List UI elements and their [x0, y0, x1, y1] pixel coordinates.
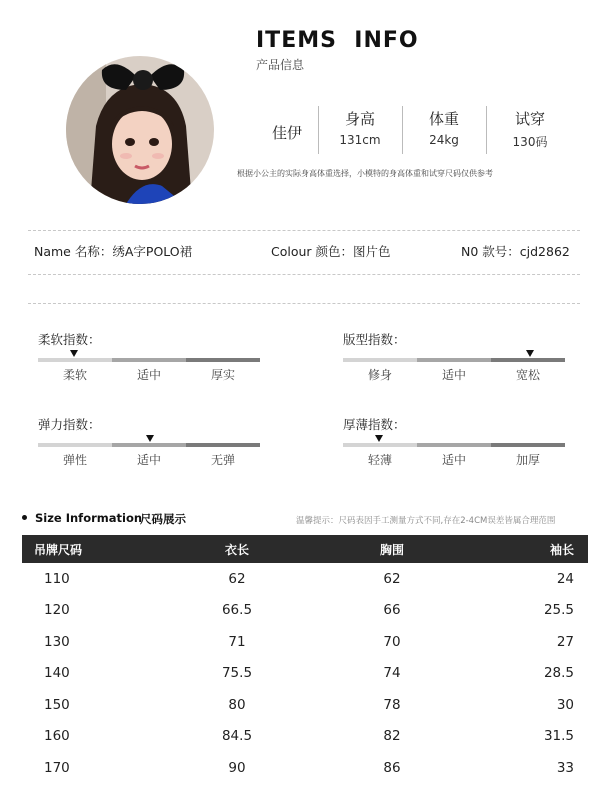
scale-segment [343, 443, 417, 447]
column-header: 袖长 [472, 535, 588, 563]
table-cell: 160 [44, 728, 70, 745]
table-cell: 78 [383, 696, 401, 713]
thickness-marker [375, 435, 383, 442]
scale-segment [38, 443, 112, 447]
table-cell: 80 [228, 696, 246, 713]
table-row [22, 595, 588, 627]
table-row [22, 658, 588, 690]
index-fit [343, 330, 540, 382]
table-cell: 25.5 [543, 602, 574, 619]
softness-label: 柔软指数： [38, 332, 101, 347]
product-number: N0 款号：cjd2862 [461, 244, 570, 259]
bullet-icon [22, 515, 27, 520]
table-cell: 90 [228, 759, 246, 776]
table-cell: 62 [383, 570, 401, 587]
scale-segment [186, 358, 260, 362]
table-cell: 62 [228, 570, 246, 587]
model-tryon-size [490, 108, 570, 150]
scale-segment [112, 443, 186, 447]
index-thickness [343, 415, 540, 467]
index-softness [38, 330, 235, 382]
table-cell: 74 [383, 665, 401, 682]
table-cell: 71 [228, 633, 246, 650]
table-cell: 24 [556, 570, 574, 587]
model-photo [66, 56, 214, 204]
size-title-cn: 尺码展示 [140, 512, 186, 526]
scale-tick: 柔软 [62, 368, 87, 382]
table-cell: 86 [383, 759, 401, 776]
model-name: 佳伊 [272, 124, 303, 142]
thickness-label: 厚薄指数： [343, 417, 406, 432]
table-row [22, 721, 588, 753]
scale-tick: 宽松 [515, 368, 540, 382]
dashed-divider [28, 230, 580, 231]
table-cell: 66.5 [221, 602, 253, 619]
weight-label: 体重 [428, 110, 459, 128]
table-cell: 84.5 [221, 728, 253, 745]
height-label: 身高 [344, 110, 375, 128]
column-header: 吊牌尺码 [22, 535, 162, 563]
scale-tick: 适中 [136, 453, 161, 467]
table-cell: 82 [383, 728, 401, 745]
table-cell: 28.5 [543, 665, 574, 682]
fit-marker [526, 350, 534, 357]
dashed-divider [28, 303, 580, 304]
scale-segment [38, 358, 112, 362]
table-cell: 110 [44, 570, 70, 587]
product-colour: Colour 颜色：图片色 [271, 244, 391, 259]
table-cell: 31.5 [543, 728, 574, 745]
table-row [22, 563, 588, 595]
product-name: Name 名称：绣A字POLO裙 [34, 244, 193, 259]
table-cell: 30 [556, 696, 574, 713]
scale-tick: 轻薄 [367, 453, 392, 467]
scale-segment [491, 358, 565, 362]
scale-tick: 无弹 [210, 453, 235, 467]
scale-tick: 弹性 [62, 453, 87, 467]
table-cell: 120 [44, 602, 70, 619]
scale-segment [417, 443, 491, 447]
table-cell: 33 [556, 759, 574, 776]
scale-segment [112, 358, 186, 362]
scale-segment [417, 358, 491, 362]
table-cell: 170 [44, 759, 70, 776]
table-cell: 130 [44, 633, 70, 650]
tryon-label: 试穿 [514, 110, 545, 128]
divider [402, 106, 403, 154]
dashed-divider [28, 274, 580, 275]
table-cell: 70 [383, 633, 401, 650]
scale-segment [491, 443, 565, 447]
tryon-value: 130码 [512, 135, 548, 149]
page-title: ITEMS INFO [256, 28, 419, 53]
model-note: 根据小公主的实际身高体重选择，小模特的身高体重和试穿尺码仅供参考 [237, 169, 493, 178]
table-cell: 75.5 [221, 665, 253, 682]
divider [318, 106, 319, 154]
table-cell: 66 [383, 602, 401, 619]
page-subtitle: 产品信息 [256, 58, 305, 72]
size-title-en: Size Information [35, 511, 143, 525]
index-elasticity [38, 415, 235, 467]
fit-label: 版型指数： [343, 332, 406, 347]
scale-tick: 厚实 [210, 368, 235, 382]
scale-tick: 适中 [441, 453, 466, 467]
height-value: 131cm [339, 133, 381, 147]
elasticity-label: 弹力指数： [38, 417, 101, 432]
size-tip: 温馨提示：尺码表因手工测量方式不同,存在2-4CM误差皆属合理范围 [296, 516, 556, 526]
table-row [22, 752, 588, 784]
weight-value: 24kg [429, 133, 459, 147]
table-cell: 140 [44, 665, 70, 682]
scale-tick: 加厚 [515, 453, 540, 467]
scale-segment [343, 358, 417, 362]
table-row [22, 689, 588, 721]
table-header-row [22, 535, 588, 563]
scale-tick: 适中 [136, 368, 161, 382]
scale-tick: 适中 [441, 368, 466, 382]
elasticity-marker [146, 435, 154, 442]
divider [486, 106, 487, 154]
scale-tick: 修身 [367, 368, 392, 382]
table-row [22, 626, 588, 658]
column-header: 衣长 [162, 535, 312, 563]
column-header: 胸围 [312, 535, 472, 563]
model-weight [404, 108, 484, 147]
softness-marker [70, 350, 78, 357]
size-table [22, 535, 588, 784]
table-cell: 150 [44, 696, 70, 713]
scale-segment [186, 443, 260, 447]
table-cell: 27 [556, 633, 574, 650]
model-height [320, 108, 400, 147]
